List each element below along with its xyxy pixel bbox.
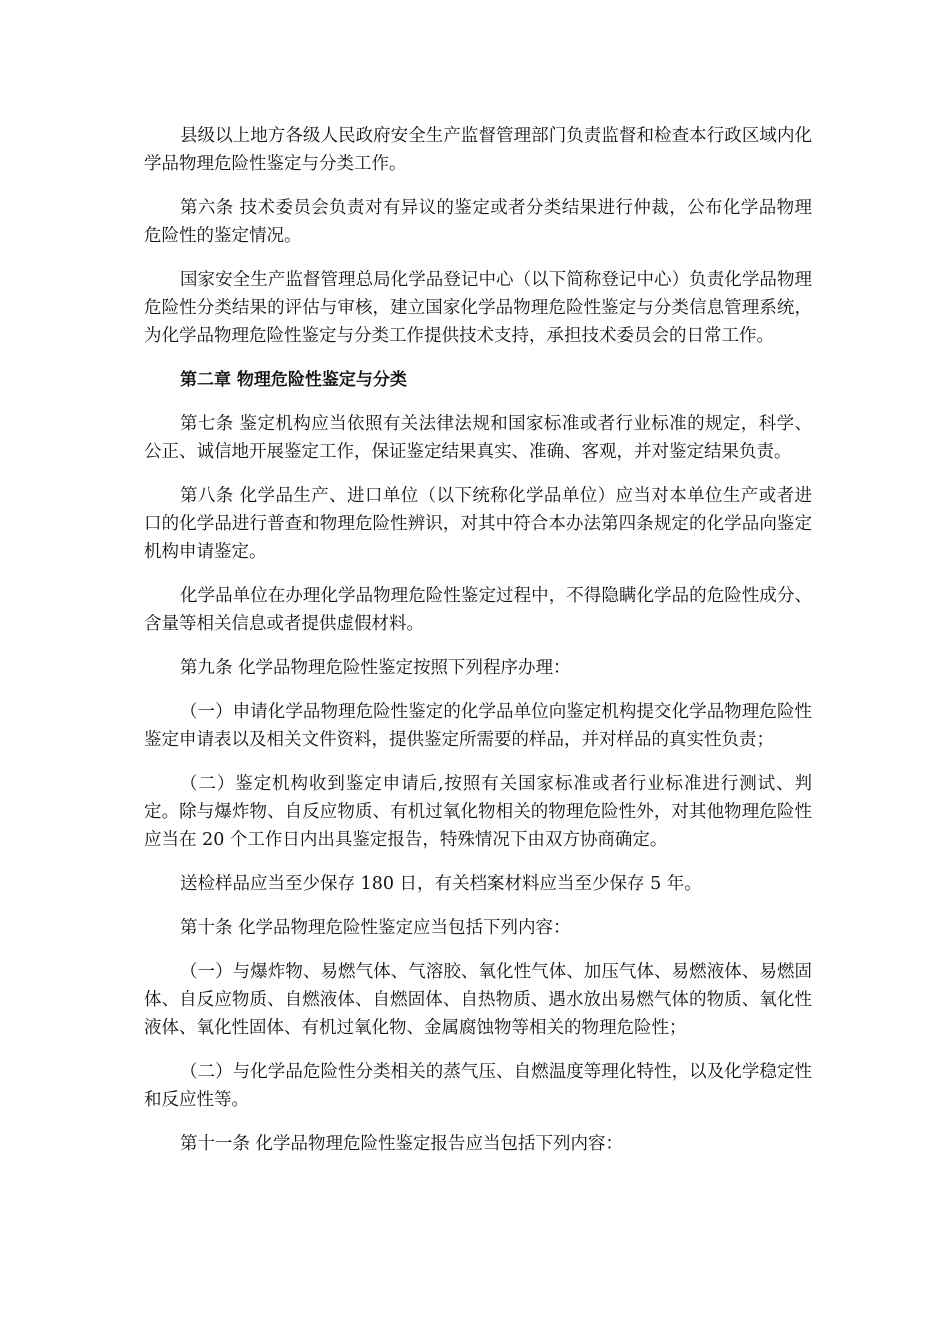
paragraph: 第十一条 化学品物理危险性鉴定报告应当包括下列内容： [180,1134,624,1154]
paragraph: 送检样品应当至少保存 180 日，有关档案材料应当至少保存 5 年。 [180,874,702,894]
paragraph: 县级以上地方各级人民政府安全生产监督管理部门负责监督和检查本行政区域内化学品物理危险性鉴定与分类工作。 [144,126,812,174]
paragraph: 化学品单位在办理化学品物理危险性鉴定过程中，不得隐瞒化学品的危险性成分、含量等相关信息或者提供虚假材料。 [144,586,812,634]
paragraph: 第十条 化学品物理危险性鉴定应当包括下列内容： [180,918,571,938]
document-body [144,122,812,1174]
paragraph: （一）与爆炸物、易燃气体、气溶胶、氧化性气体、加压气体、易燃液体、易燃固体、自反应物质、自燃液体、自燃固体、自热物质、遇水放出易燃气体的物质、氧化性液体、氧化性固体、有机过氧化物、金属腐蚀物等相关的物理危险性； [144,962,812,1038]
paragraph: 第九条 化学品物理危险性鉴定按照下列程序办理： [180,658,571,678]
paragraph: 第八条 化学品生产、进口单位（以下统称化学品单位）应当对本单位生产或者进口的化学品进行普查和物理危险性辨识，对其中符合本办法第四条规定的化学品向鉴定机构申请鉴定。 [144,486,812,562]
paragraph: （一）申请化学品物理危险性鉴定的化学品单位向鉴定机构提交化学品物理危险性鉴定申请表以及相关文件资料，提供鉴定所需要的样品，并对样品的真实性负责； [144,702,812,750]
paragraph: 第六条 技术委员会负责对有异议的鉴定或者分类结果进行仲裁，公布化学品物理危险性的鉴定情况。 [144,198,812,246]
chapter-heading: 第二章 物理危险性鉴定与分类 [180,370,407,390]
paragraph: （二）鉴定机构收到鉴定申请后,按照有关国家标准或者行业标准进行测试、判定。除与爆炸物、自反应物质、有机过氧化物相关的物理危险性外，对其他物理危险性应当在 20 个工作日内出具鉴定报告，特殊情况下由双方协商确定。 [144,774,812,850]
paragraph: 第七条 鉴定机构应当依照有关法律法规和国家标准或者行业标准的规定，科学、公正、诚信地开展鉴定工作，保证鉴定结果真实、准确、客观，并对鉴定结果负责。 [144,414,812,462]
paragraph: 国家安全生产监督管理总局化学品登记中心（以下简称登记中心）负责化学品物理危险性分类结果的评估与审核，建立国家化学品物理危险性鉴定与分类信息管理系统，为化学品物理危险性鉴定与分类工作提供技术支持，承担技术委员会的日常工作。 [144,270,812,346]
paragraph: （二）与化学品危险性分类相关的蒸气压、自燃温度等理化特性，以及化学稳定性和反应性等。 [144,1062,812,1110]
